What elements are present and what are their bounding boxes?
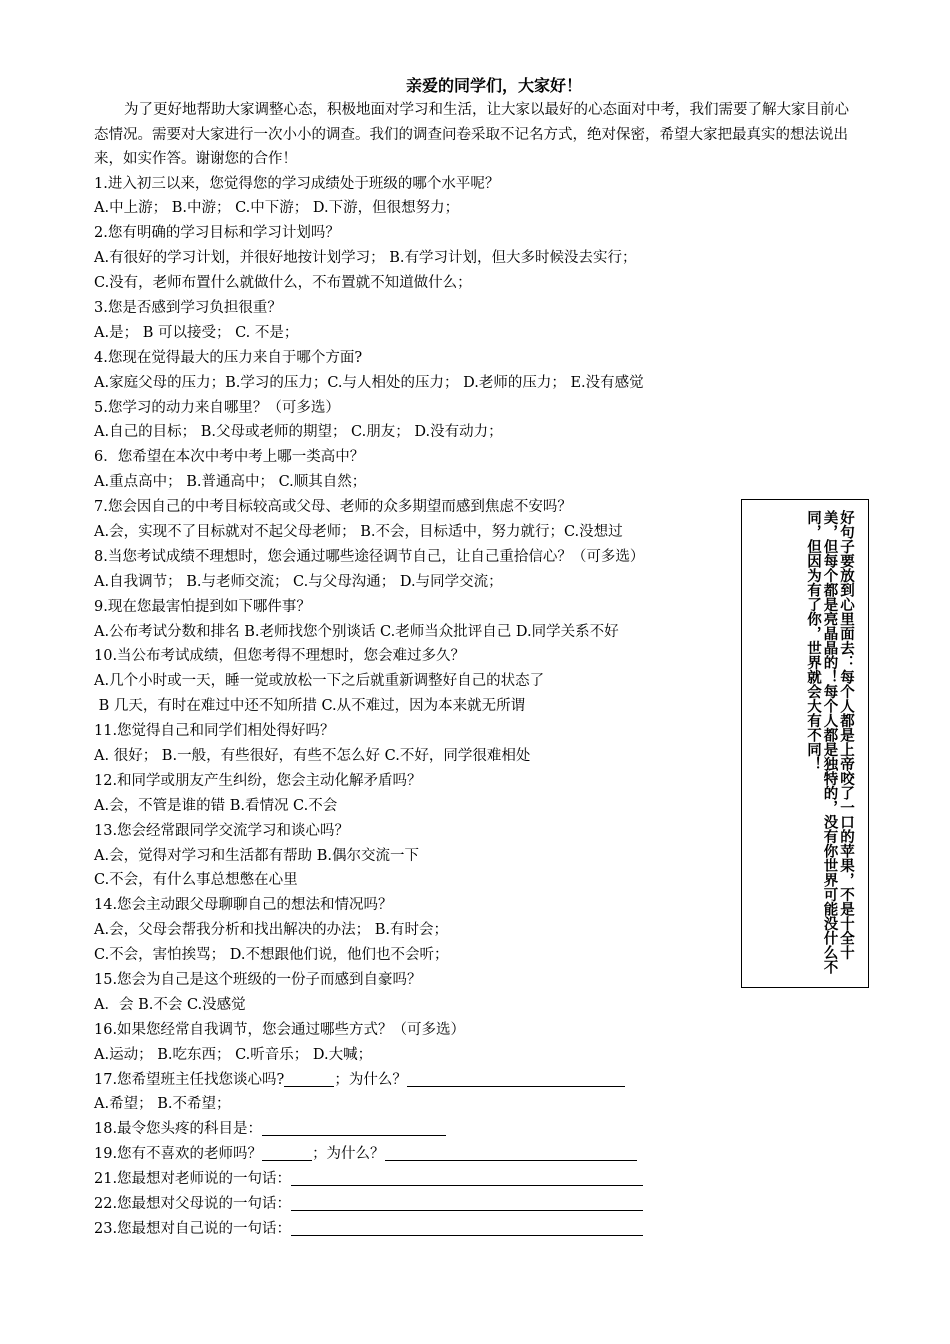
answer-blank-17a[interactable]	[284, 1071, 334, 1087]
question-19-text: 19.您有不喜欢的老师吗？	[94, 1146, 263, 1163]
option-line: C.不会，有什么事总想憋在心里	[94, 872, 298, 889]
question-line: 9.现在您最害怕提到如下哪件事？	[94, 598, 311, 615]
option-line: C.不会，害怕挨骂； D.不想跟他们说，他们也不会听；	[94, 947, 449, 964]
question-line: 10.当公布考试成绩，但您考得不理想时，您会难过多久？	[94, 648, 466, 665]
question-18-text: 18.最令您头疼的科目是：	[94, 1121, 263, 1138]
question-line: 3.您是否感到学习负担很重？	[94, 299, 282, 316]
answer-blank-21[interactable]	[291, 1170, 643, 1186]
answer-blank-17b[interactable]	[407, 1071, 625, 1087]
option-line: A.重点高中； B.普通高中； C.顺其自然；	[94, 474, 367, 491]
page-title: 亲爱的同学们，大家好！	[405, 76, 582, 95]
question-line: 8.当您考试成绩不理想时，您会通过哪些途径调节自己，让自己重拾信心？（可多选）	[94, 548, 645, 565]
question-23-text: 23.您最想对自己说的一句话：	[94, 1220, 292, 1237]
question-line: 15.您会为自己是这个班级的一份子而感到自豪吗？	[94, 972, 422, 988]
intro-paragraph: 为了更好地帮助大家调整心态，积极地面对学习和生活，让大家以最好的心态面对中考，我们需要了解大家目前心态情况。需要对大家进行一次小小的调查。我们的调查问卷采取不记名方式，绝对保密，希望大家把最真实的想法说出来，如实作答。谢谢您的合作！	[94, 102, 849, 167]
question-line: 5.您学习的动力来自哪里？（可多选）	[94, 399, 340, 416]
question-line: 1.进入初三以来，您觉得您的学习成绩处于班级的哪个水平呢？	[94, 175, 500, 192]
option-line: A.会，实现不了目标就对不起父母老师； B.不会，目标适中，努力就行；C.没想过	[94, 523, 623, 540]
question-line: 16.如果您经常自我调节，您会通过哪些方式？（可多选）	[94, 1021, 466, 1038]
option-line: A.中上游； B.中游； C.中下游； D.下游，但很想努力；	[94, 200, 460, 217]
question-17	[94, 1068, 864, 1093]
question-19	[94, 1142, 864, 1167]
question-line: 13.您会经常跟同学交流学习和谈心吗？	[94, 822, 350, 839]
answer-blank-23[interactable]	[291, 1220, 643, 1236]
option-line: A.是； B 可以接受； C. 不是；	[94, 324, 299, 341]
question-17-why: ；为什么？	[334, 1071, 407, 1088]
question-line: 4.您现在觉得最大的压力来自于哪个方面?	[94, 349, 363, 366]
question-line: 7.您会因自己的中考目标较高或父母、老师的众多期望而感到焦虑不安吗？	[94, 499, 572, 516]
quote-text: 好句子要放到心里面去：每个人都是上帝咬了一口的苹果，不是十全十美，但每个都是亮晶晶的！每个人都是独特的，没有你世界可能没什么不同，但因为有了你，世界就会大有不同！	[805, 510, 854, 974]
question-21-text: 21.您最想对老师说的一句话：	[94, 1171, 292, 1188]
option-line: C.没有，老师布置什么就做什么，不布置就不知道做什么；	[94, 275, 472, 292]
option-line: A.公布考试分数和排名 B.老师找您个别谈话 C.老师当众批评自己 D.同学关系不好	[94, 623, 619, 640]
question-line: 2.您有明确的学习目标和学习计划吗？	[94, 225, 340, 242]
option-line: A.有很好的学习计划，并很好地按计划学习； B.有学习计划，但大多时候没去实行；	[94, 250, 637, 267]
option-line: A.会，觉得对学习和生活都有帮助 B.偶尔交流一下	[94, 847, 419, 864]
question-line: 6．您希望在本次中考中考上哪一类高中？	[94, 449, 365, 466]
option-line: A.希望； B.不希望；	[94, 1096, 231, 1113]
question-22	[94, 1192, 864, 1217]
option-line: A．会 B.不会 C.没感觉	[94, 996, 246, 1013]
option-line: A.会，不管是谁的错 B.看情况 C.不会	[94, 797, 338, 814]
answer-blank-19a[interactable]	[262, 1145, 312, 1161]
question-23	[94, 1217, 864, 1242]
answer-blank-18[interactable]	[262, 1120, 446, 1136]
question-22-text: 22.您最想对父母说的一句话：	[94, 1196, 292, 1213]
option-line: A.自己的目标； B.父母或老师的期望； C.朋友； D.没有动力；	[94, 424, 503, 441]
option-line: A.自我调节； B.与老师交流； C.与父母沟通； D.与同学交流；	[94, 573, 503, 590]
answer-blank-19b[interactable]	[385, 1145, 637, 1161]
option-line: A. 很好； B.一般，有些很好，有些不怎么好 C.不好，同学很难相处	[94, 747, 531, 764]
option-line: A.几个小时或一天，睡一觉或放松一下之后就重新调整好自己的状态了	[94, 673, 545, 690]
question-18	[94, 1117, 864, 1142]
option-line: A.家庭父母的压力；B.学习的压力；C.与人相处的压力； D.老师的压力； E.没有感觉	[94, 374, 644, 391]
quote-box	[741, 499, 869, 988]
question-line: 12.和同学或朋友产生纠纷，您会主动化解矛盾吗？	[94, 772, 422, 789]
answer-blank-22[interactable]	[291, 1195, 643, 1211]
option-line: A.运动； B.吃东西； C.听音乐； D.大喊；	[94, 1046, 373, 1063]
question-21	[94, 1167, 864, 1192]
option-line: B 几天，有时在难过中还不知所措 C.从不难过，因为本来就无所谓	[94, 698, 526, 715]
option-line: A.会，父母会帮我分析和找出解决的办法； B.有时会；	[94, 922, 448, 939]
question-19-why: ；为什么？	[312, 1146, 385, 1163]
question-17-text: 17.您希望班主任找您谈心吗?	[94, 1071, 285, 1088]
question-line: 14.您会主动跟父母聊聊自己的想法和情况吗？	[94, 897, 393, 914]
question-line: 11.您觉得自己和同学们相处得好吗？	[94, 723, 335, 740]
